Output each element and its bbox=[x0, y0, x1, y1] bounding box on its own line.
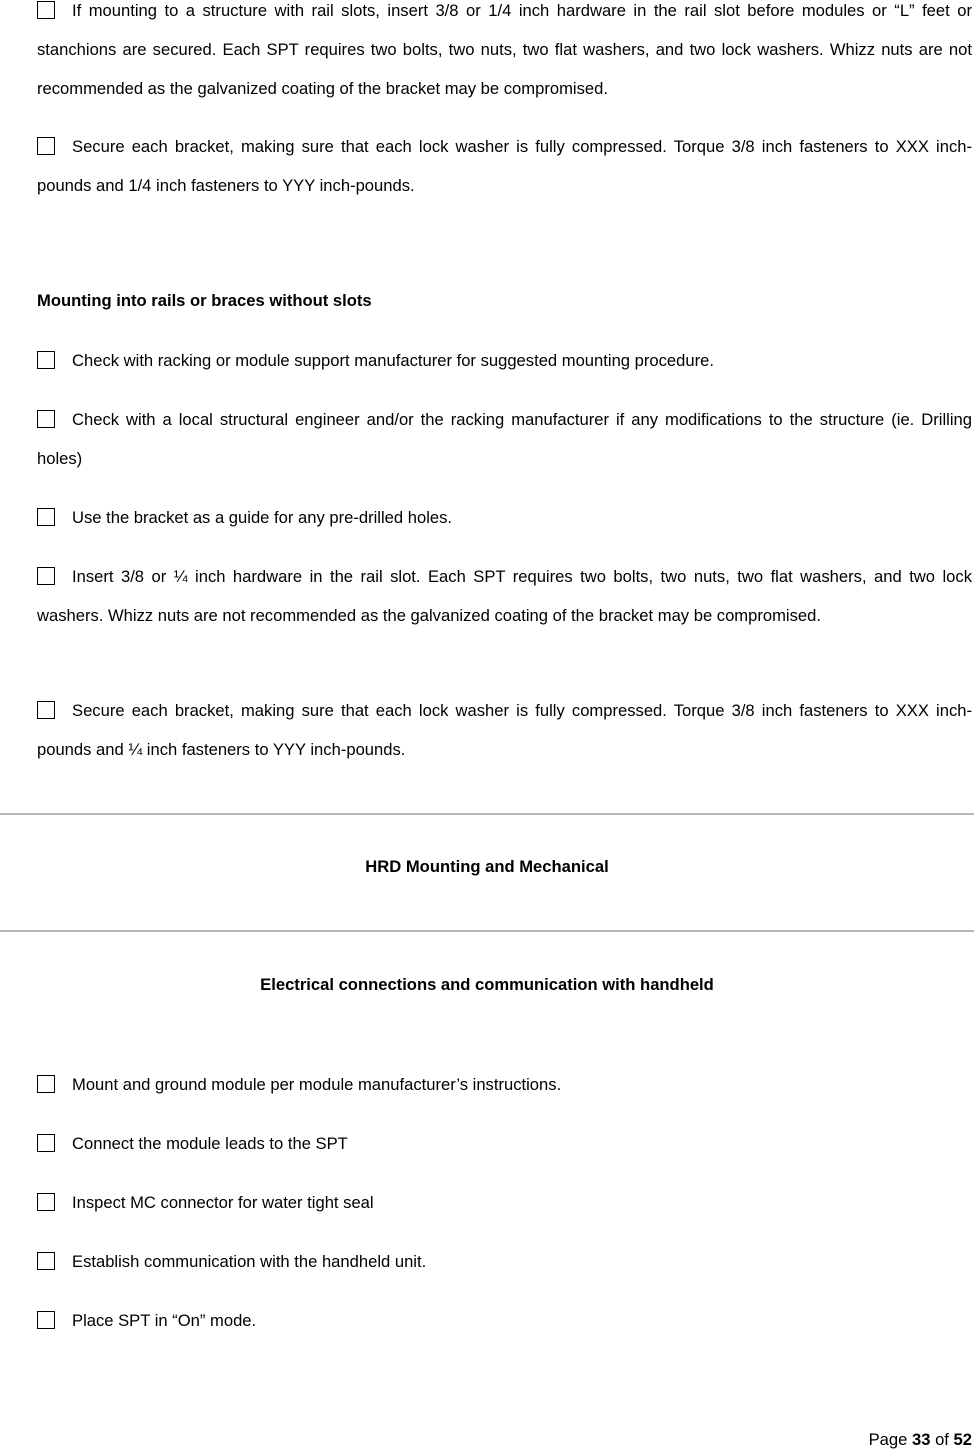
checkbox[interactable] bbox=[37, 137, 55, 155]
of-label: of bbox=[935, 1430, 949, 1449]
checklist-item-text: Secure each bracket, making sure that each lock washer is fully compressed. Torque 3/8 inch fasteners to XXX inch-pounds and ¼ inch fasteners to YYY inch-pounds. bbox=[37, 701, 972, 759]
checklist-item bbox=[37, 1301, 972, 1340]
checklist-item bbox=[37, 1183, 972, 1222]
section-divider bbox=[0, 813, 974, 815]
checklist-item bbox=[37, 557, 972, 635]
checklist-item-text: Insert 3/8 or ¼ inch hardware in the rail slot. Each SPT requires two bolts, two nuts, two flat washers, and two lock washers. Whizz nuts are not recommended as the galvanized coating of the bracket may be compromised. bbox=[37, 567, 972, 625]
page-current: 33 bbox=[911, 1430, 931, 1449]
checklist-item bbox=[37, 400, 972, 478]
checkbox[interactable] bbox=[37, 410, 55, 428]
checklist-item bbox=[37, 127, 972, 205]
checklist-item-text: Secure each bracket, making sure that each lock washer is fully compressed. Torque 3/8 inch fasteners to XXX inch-pounds and 1/4 inch fasteners to YYY inch-pounds. bbox=[37, 137, 972, 195]
section-heading-hrd: HRD Mounting and Mechanical bbox=[365, 857, 609, 876]
checklist-item bbox=[37, 1065, 972, 1104]
section-heading-electrical: Electrical connections and communication with handheld bbox=[260, 975, 714, 994]
checklist-item-text: Inspect MC connector for water tight seal bbox=[72, 1193, 374, 1212]
checkbox[interactable] bbox=[37, 1252, 55, 1270]
page-number bbox=[869, 1430, 972, 1450]
checkbox[interactable] bbox=[37, 1311, 55, 1329]
checkbox[interactable] bbox=[37, 1075, 55, 1093]
checkbox[interactable] bbox=[37, 1193, 55, 1211]
checkbox[interactable] bbox=[37, 1, 55, 19]
checklist-item-text: Check with a local structural engineer and/or the racking manufacturer if any modifications to the structure (ie. Drilling holes) bbox=[37, 410, 972, 468]
checklist-item-text: Establish communication with the handheld unit. bbox=[72, 1252, 427, 1271]
checklist-item-text: Connect the module leads to the SPT bbox=[72, 1134, 348, 1153]
checklist-item bbox=[37, 498, 972, 537]
page-label: Page bbox=[868, 1430, 908, 1449]
checkbox[interactable] bbox=[37, 701, 55, 719]
checkbox[interactable] bbox=[37, 567, 55, 585]
section-divider bbox=[0, 930, 974, 932]
checklist-item-text: If mounting to a structure with rail slots, insert 3/8 or 1/4 inch hardware in the rail slot before modules or “L” feet or stanchions are secured. Each SPT requires two bolts, two nuts, two flat washers, and two lock washers. Whizz nuts are not recommended as the galvanized coating of the bracket may be compromised. bbox=[37, 1, 972, 98]
checklist-item bbox=[37, 1242, 972, 1281]
checklist-item bbox=[37, 1124, 972, 1163]
checklist-item-text: Check with racking or module support manufacturer for suggested mounting procedure. bbox=[72, 351, 714, 370]
section-heading-rails: Mounting into rails or braces without slots bbox=[37, 291, 372, 310]
checklist-item bbox=[37, 341, 972, 380]
checkbox[interactable] bbox=[37, 351, 55, 369]
page-total: 52 bbox=[953, 1430, 972, 1449]
checkbox[interactable] bbox=[37, 1134, 55, 1152]
checklist-item-text: Mount and ground module per module manufacturer’s instructions. bbox=[72, 1075, 562, 1094]
checklist-item bbox=[37, 691, 972, 769]
checklist-item bbox=[37, 0, 972, 108]
checklist-item-text: Use the bracket as a guide for any pre-drilled holes. bbox=[72, 508, 453, 527]
checkbox[interactable] bbox=[37, 508, 55, 526]
checklist-item-text: Place SPT in “On” mode. bbox=[72, 1311, 257, 1330]
